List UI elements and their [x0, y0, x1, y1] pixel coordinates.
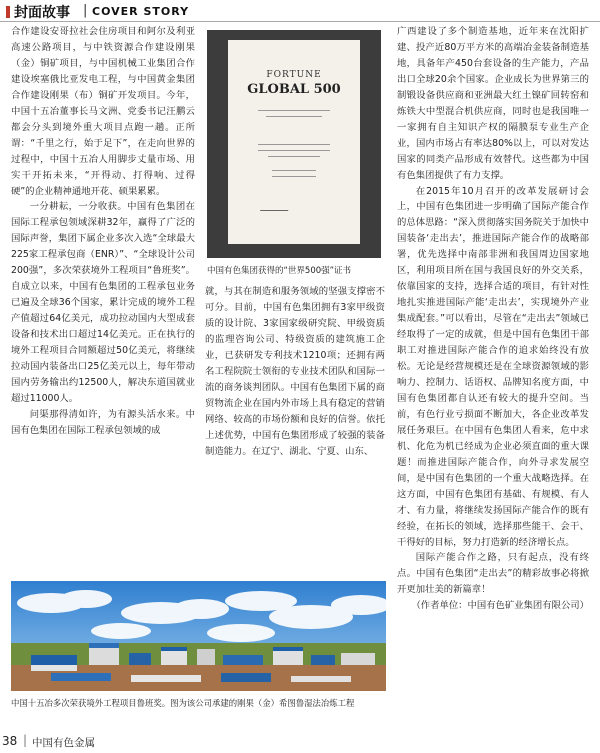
section-title-en: COVER STORY: [92, 5, 190, 18]
text-column-3: [397, 24, 589, 614]
certificate-text-line: [268, 156, 320, 157]
certificate-heading-large: GLOBAL 500: [247, 82, 341, 97]
certificate-text-line: [258, 150, 330, 151]
column1-paragraph: 一分耕耘，一分收获。中国有色集团在国际工程承包领域深耕32年，赢得了广泛的国际声誉，集团下属企业多次入选“全球最大225家工程承包商（ENR）”、“全球设计公司200强”，多次荣获境外工程项目“鲁班奖”。自成立以来，中国有色集团的工程承包业务已遍及全球36个国家，累计完成的境外工程产值超过64亿美元，成功拉动国内大型成套设备和技术出口超过14亿美元。正在执行的境外工程项目合同额超过50亿美元，将继续拉动国内装备出口25亿美元以上，每年带动国内劳务输出约12500人，解决东道国就业超过11000人。: [11, 201, 195, 404]
header-rule: [0, 21, 600, 22]
section-marker: [6, 6, 10, 18]
certificate-text-line: [272, 170, 316, 171]
text-column-2: [205, 284, 385, 459]
certificate-text-line: [258, 110, 330, 111]
magazine-name: 中国有色金属: [32, 737, 95, 749]
smelter-photo-illustration: [11, 581, 386, 691]
text-column-1: [11, 24, 195, 439]
photo-caption: 中国十五冶多次荣获境外工程项目鲁班奖。图为该公司承建的刚果（金）希图鲁湿法冶炼工程: [11, 698, 355, 708]
certificate-paper: [228, 40, 360, 244]
column3-paragraph: 国际产能合作之路，只有起点，没有终点。中国有色集团“走出去”的精彩故事必将掀开更加壮美的新篇章！: [397, 552, 589, 596]
page-number: 38: [2, 734, 18, 748]
footer-separator: |: [23, 733, 28, 747]
column1-paragraph: 问渠那得清如许，为有源头活水来。中国有色集团在国际工程承包领域的成: [11, 408, 195, 436]
page-footer: [0, 730, 600, 753]
certificate-text-line: [272, 176, 316, 177]
column3-paragraph: 在2015年10月召开的改革发展研讨会上，中国有色集团进一步明确了国际产能合作的总体思路：“深入贯彻落实国务院关于加快中国装备‘走出去’，推进国际产能合作的战略部署，优先选择中南部非洲和我国周边国家地区，利用项目所在国与我国良好的外交关系，依靠国家的支持，选择合适的项目，有针对性地扎实推进国际产能‘走出去’，实现境外产业集成配套。”可以看出，尽管在“走出去”领域已经取得了一定的成就，但是中国有色集团干部职工对推进国际产能合作的追求始终没有放松。无论是经营规模还是在全球资源领域的影响力、控制力、话语权、品牌知名度方面，中国有色集团都自认还有较大的提升空间。当前，有色行业亏损面不断加大，各企业改革发展任务艰巨。在中国有色集团人看来，危中求机、化危为机已经成为企业必须直面的重大课题！而推进国际产能合作，向外寻求发展空间，是中国有色集团的一个重大战略选择。在这方面，中国有色集团有基础、有规模、有人才、有力量，将继续发扬国际产能合作的既有经验，在拓长的领域，选择那些能干、会干、干得好的目标，努力打造新的经济增长点。: [397, 185, 589, 548]
section-title: 封面故事: [14, 5, 70, 21]
author-affiliation: （作者单位：中国有色矿业集团有限公司）: [411, 600, 589, 612]
column2-paragraph: 就，与其在制造和服务领域的坚强支撑密不可分。目前，中国有色集团拥有3家甲级资质的设计院、3家国家级研究院、甲级资质的监理咨询公司、特级资质的建筑施工企业，已获研发专利技术1210项；还拥有两名工程院院士领衔的专业技术团队和国际一流的商务谈判团队。中国有色集团下属的商贸物流企业在国内外市场上具有稳定的营销网络、较高的市场份额和良好的信誉。依托上述优势，中国有色集团形成了较强的装备制造能力。在辽宁、湖北、宁夏、山东、: [205, 286, 385, 457]
smelter-photo: [11, 581, 386, 691]
certificate-heading-small: FORTUNE: [266, 70, 322, 80]
column1-paragraph: 合作建设安哥拉社会住房项目和阿尔及利亚高速公路项目，与中铁资源合作建设刚果（金）铜矿项目，与中国机械工业集团合作建设埃塞俄比亚发电工程，与中国黄金集团合作建设刚果（布）铜矿开发项目。今年，中国十五冶董事长马文洲、党委书记汪鹏云都会分头到境外重大项目点跑一趟。正所谓：“千里之行，始于足下”，在走向世界的过程中，中国十五冶人用脚步丈量市场、用实干开拓未来，“开得动、打得响、过得硬”的企业精神通地开花、硕果累累。: [11, 26, 195, 197]
column3-paragraph: 广西建设了多个制造基地，近年来在沈阳扩建、投产近80万平方米的高端冶金装备制造基地，具备年产450台套设备的生产能力，产品出口全球20余个国家。企业成长为世界第三的制锻设备供应商和亚洲最大红土镍矿回转窑和炼铁大中型混合机供应商，同时也是我国唯一一家拥有自主知识产权的隔膜泵专业生产企业，国内市场占有率达80%以上，可以对发达国家的同类产品形成有效替代。这些都为中国有色集团提供了有力支撑。: [397, 26, 589, 181]
section-separator: |: [83, 3, 88, 18]
certificate-signature: [260, 200, 292, 211]
certificate-caption: 中国有色集团获得的“世界500强”证书: [207, 266, 352, 276]
certificate-text-line: [258, 144, 330, 145]
certificate-image: [207, 30, 381, 258]
certificate-text-line: [266, 116, 322, 117]
page-header: [0, 0, 600, 20]
